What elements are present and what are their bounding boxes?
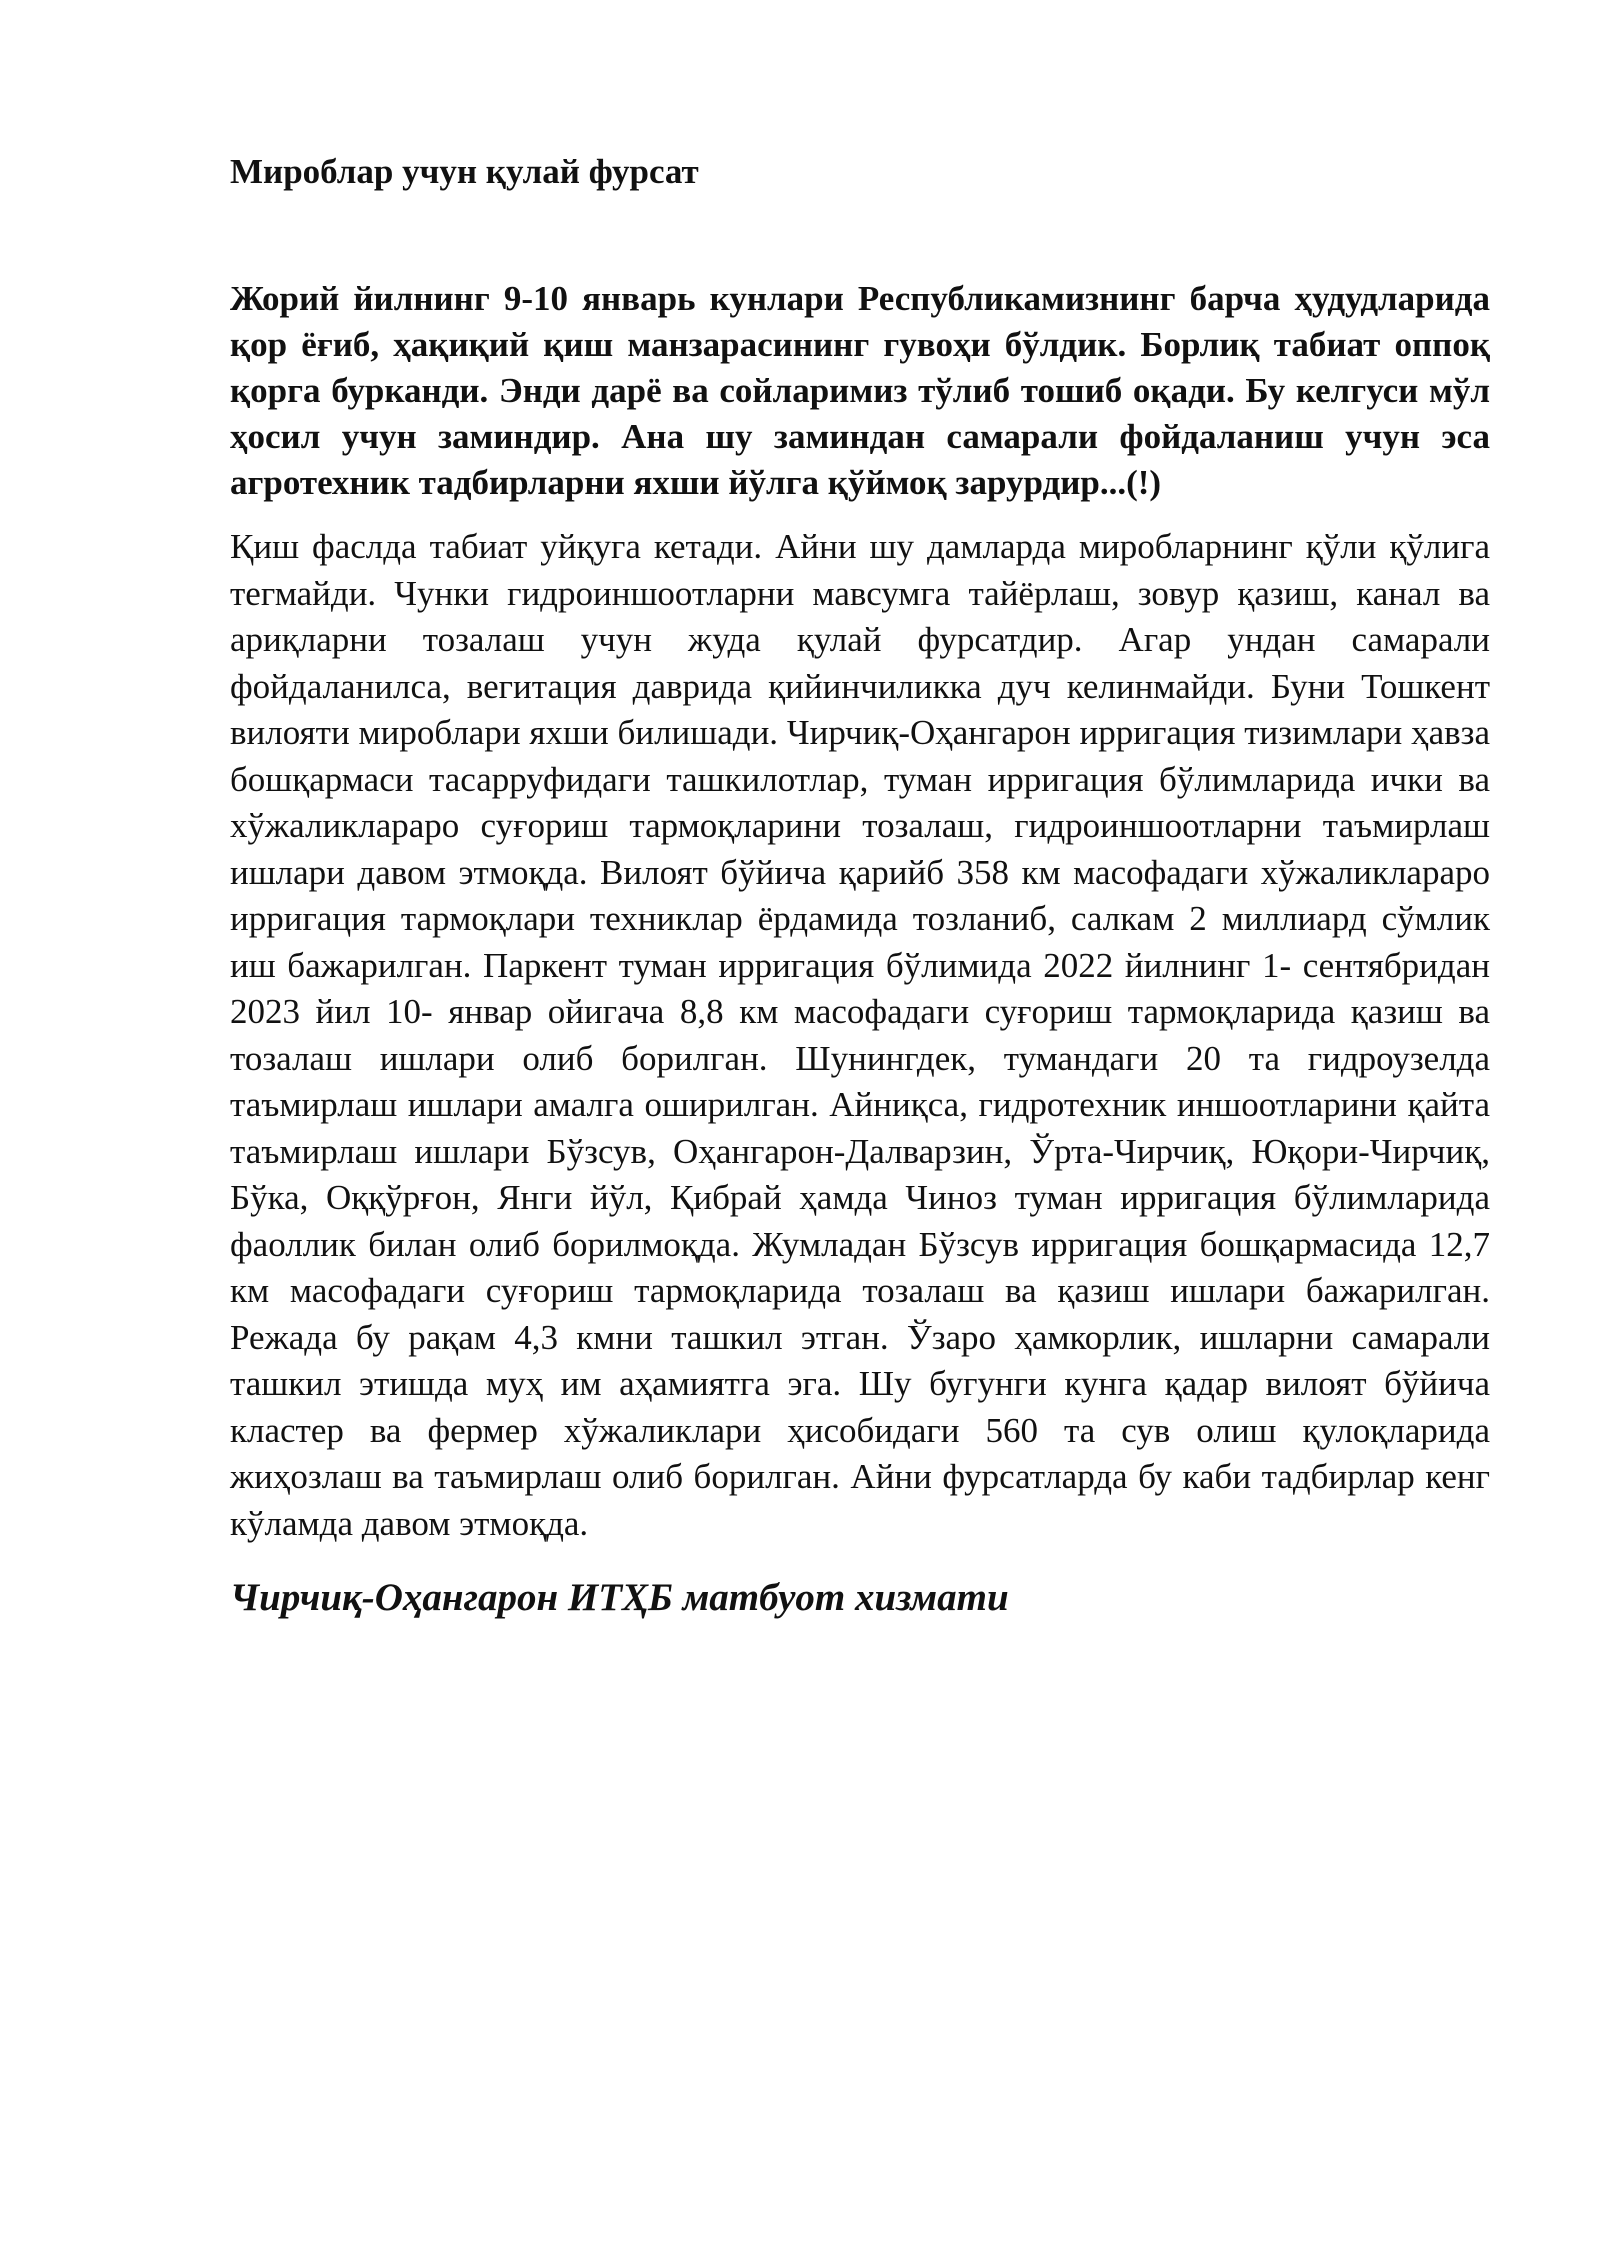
article-title: Мироблар учун қулай фурсат <box>230 152 699 191</box>
article <box>230 150 1490 1623</box>
article-body: Қиш фаслда табиат уйқуга кетади. Айни шу дамларда миробларнинг қўли қўлига тегмайди. Чунки гидроиншоотларни мавсумга тайёрлаш, зовур қазиш, канал ва ариқларни тозалаш учун жуда қулай фурсатдир. Агар ундан самарали фойдаланилса, вегитация даврида қийинчиликка дуч келинмайди. Буни Тошкент вилояти мироблари яхши билишади. Чирчиқ-Оҳангарон ирригация тизимлари ҳавза бошқармаси тасарруфидаги ташкилотлар, туман ирригация бўлимларида ички ва хўжаликлараро суғориш тармоқларини тозалаш, гидроиншоотларни таъмирлаш ишлари давом этмоқда. Вилоят бўйича қарийб 358 км масофадаги хўжаликлараро ирригация тармоқлари техниклар ёрдамида тозланиб, салкам 2 миллиард сўмлик иш бажарилган. Паркент туман ирригация бўлимида 2022 йилнинг 1- сентябридан 2023 йил 10- январ ойигача 8,8 км масофадаги суғориш тармоқларида қазиш ва тозалаш ишлари олиб борилган. Шунингдек, тумандаги 20 та гидроузелда таъмирлаш ишлари амалга оширилган. Айниқса, гидротехник иншоотларини қайта таъмирлаш ишлари Бўзсув, Оҳангарон-Далварзин, Ўрта-Чирчиқ, Юқори-Чирчиқ, Бўка, Оққўрғон, Янги йўл, Қибрай ҳамда Чиноз туман ирригация бўлимларида фаоллик билан олиб борилмоқда. Жумладан Бўзсув ирригация бошқармасида 12,7 км масофадаги суғориш тармоқларида тозалаш ва қазиш ишлари бажарилган. Режада бу рақам 4,3 кмни ташкил этган. Ўзаро ҳамкорлик, ишларни самарали ташкил этишда муҳ им аҳамиятга эга. Шу бугунги кунга қадар вилоят бўйича кластер ва фермер хўжаликлари ҳисобидаги 560 та сув олиш қулоқларида жиҳозлаш ва таъмирлаш олиб борилган. Айни фурсатларда бу каби тадбирлар кенг кўламда давом этмоқда. <box>230 527 1490 1543</box>
article-signature: Чирчиқ-Оҳангарон ИТҲБ матбуот хизмати <box>230 1576 1009 1619</box>
article-lead: Жорий йилнинг 9-10 январь кунлари Республикамизнинг барча ҳудудларида қор ёғиб, ҳақиқий қиш манзарасининг гувоҳи бўлдик. Борлиқ табиат оппоқ қорга бурканди. Энди дарё ва сойларимиз тўлиб тошиб оқади. Бу келгуси мўл ҳосил учун заминдир. Ана шу заминдан самарали фойдаланиш учун эса агротехник тадбирларни яхши йўлга қўймоқ зарурдир...(!) <box>230 279 1490 502</box>
